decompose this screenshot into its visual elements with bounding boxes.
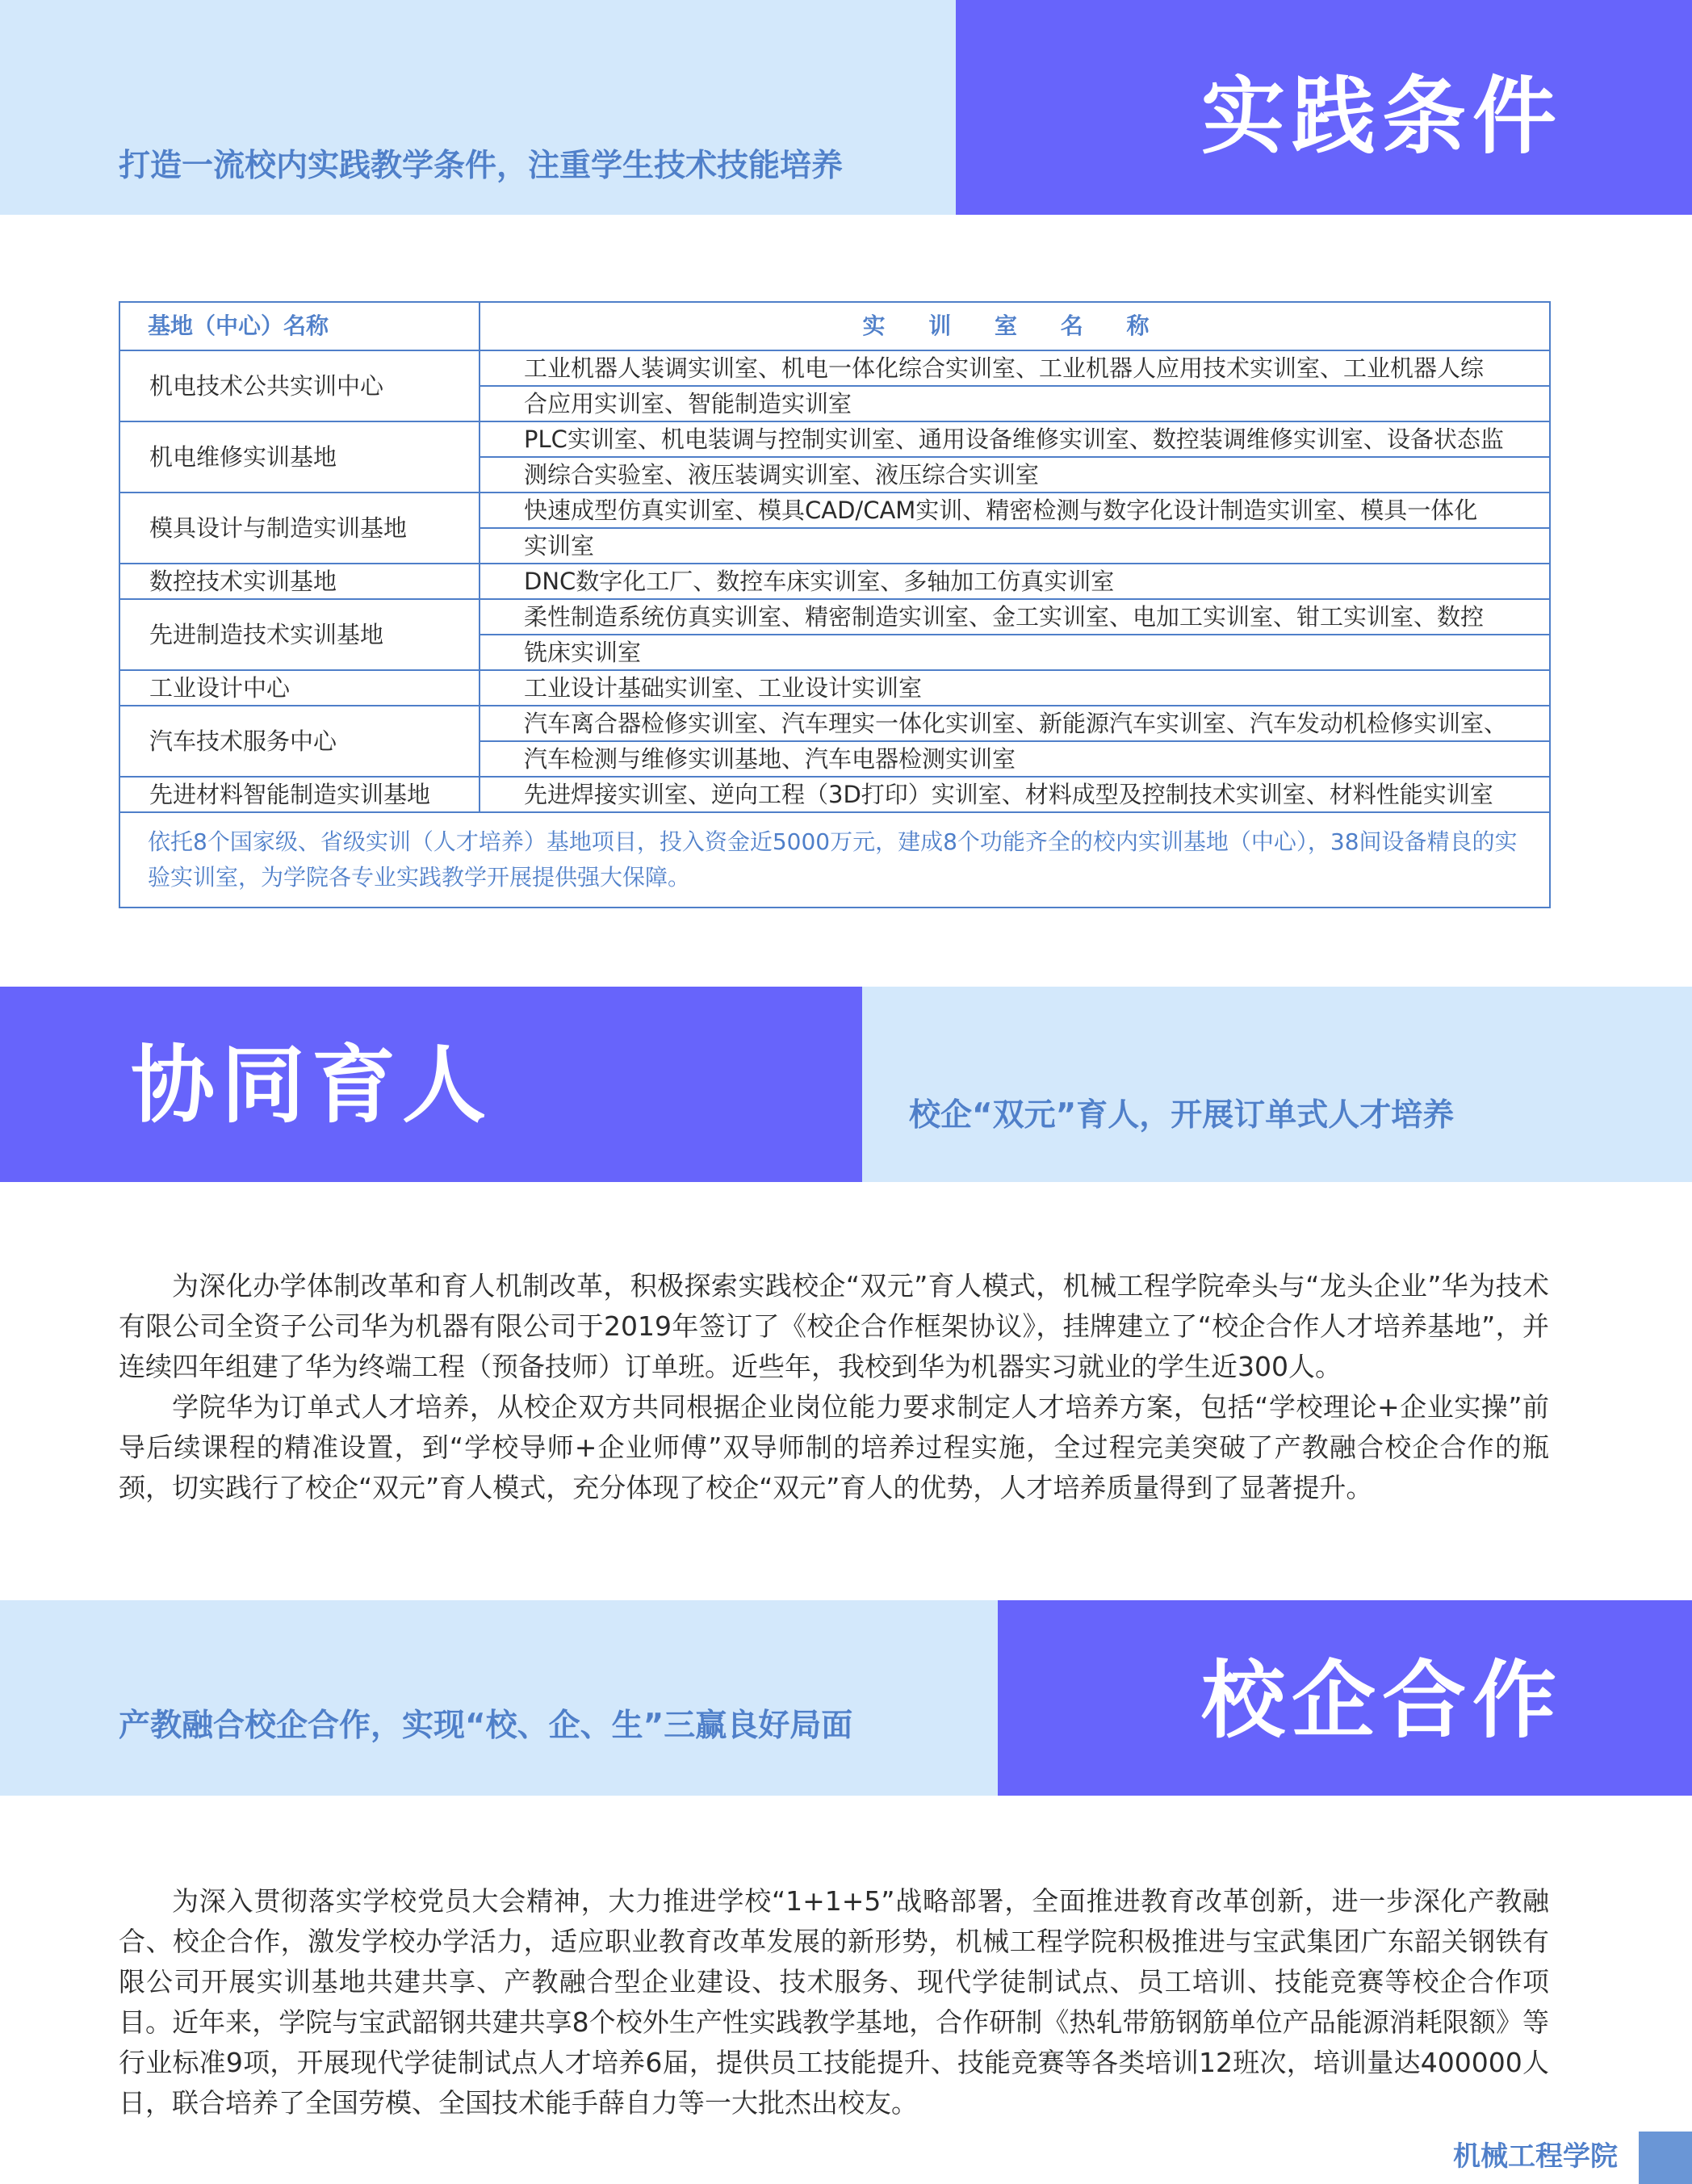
room-name-cell: 快速成型仿真实训室、模具CAD/CAM实训、精密检测与数字化设计制造实训室、模具一体化 <box>480 493 1550 528</box>
table-row <box>119 777 1550 812</box>
section2-subtitle-band <box>862 987 1692 1182</box>
room-name-cell: 实训室 <box>480 528 1550 564</box>
base-name-cell: 工业设计中心 <box>119 670 480 706</box>
room-name-cell: 柔性制造系统仿真实训室、精密制造实训室、金工实训室、电加工实训室、钳工实训室、数控 <box>480 599 1550 635</box>
room-name-cell: 汽车检测与维修实训基地、汽车电器检测实训室 <box>480 741 1550 777</box>
section3-body <box>119 1881 1549 2123</box>
section2-subtitle: 校企“双元”育人，开展订单式人才培养 <box>909 1097 1455 1134</box>
table-row <box>119 706 1550 741</box>
base-name-cell: 数控技术实训基地 <box>119 564 480 599</box>
room-name-cell: DNC数字化工厂、数控车床实训室、多轴加工仿真实训室 <box>480 564 1550 599</box>
room-name-cell: 汽车离合器检修实训室、汽车理实一体化实训室、新能源汽车实训室、汽车发动机检修实训室、 <box>480 706 1550 741</box>
footer-accent-block <box>1639 2132 1692 2184</box>
section3-subtitle-band <box>0 1600 998 1796</box>
table-header-row <box>119 302 1550 350</box>
room-name-cell: PLC实训室、机电装调与控制实训室、通用设备维修实训室、数控装调维修实训室、设备状态监 <box>480 421 1550 457</box>
section1-title: 实践条件 <box>1201 67 1564 166</box>
table-row <box>119 493 1550 528</box>
table-row <box>119 564 1550 599</box>
header-room-name: 实 训 室 名 称 <box>480 302 1550 350</box>
section2-paragraph: 为深化办学体制改革和育人机制改革，积极探索实践校企“双元”育人模式，机械工程学院牵头与“龙头企业”华为技术有限公司全资子公司华为机器有限公司于2019年签订了《校企合作框架协议》，挂牌建立了“校企合作人才培养基地”，并连续四年组建了华为终端工程（预备技师）订单班。近些年，我校到华为机器实习就业的学生近300人。 <box>119 1270 1549 1382</box>
room-name-cell: 工业机器人装调实训室、机电一体化综合实训室、工业机器人应用技术实训室、工业机器人综 <box>480 350 1550 386</box>
section1-subtitle: 打造一流校内实践教学条件，注重学生技术技能培养 <box>119 148 844 184</box>
room-name-cell: 工业设计基础实训室、工业设计实训室 <box>480 670 1550 706</box>
header-base-name: 基地（中心）名称 <box>119 302 480 350</box>
section3-subtitle: 产教融合校企合作，实现“校、企、生”三赢良好局面 <box>119 1708 853 1744</box>
table-row <box>119 599 1550 635</box>
room-name-cell: 测综合实验室、液压装调实训室、液压综合实训室 <box>480 457 1550 493</box>
room-name-cell: 铣床实训室 <box>480 635 1550 670</box>
table-row <box>119 350 1550 386</box>
section3-paragraph: 为深入贯彻落实学校党员大会精神，大力推进学校“1+1+5”战略部署，全面推进教育改革创新，进一步深化产教融合、校企合作，激发学校办学活力，适应职业教育改革发展的新形势，机械工程学院积极推进与宝武集团广东韶关钢铁有限公司开展实训基地共建共享、产教融合型企业建设、技术服务、现代学徒制试点、员工培训、技能竞赛等校企合作项目。近年来，学院与宝武韶钢共建共享8个校外生产性实践教学基地，合作研制《热轧带筋钢筋单位产品能源消耗限额》等行业标准9项，开展现代学徒制试点人才培养6届，提供员工技能提升、技能竞赛等各类培训12班次，培训量达400000人日，联合培养了全国劳模、全国技术能手薛自力等一大批杰出校友。 <box>119 1885 1549 2119</box>
room-name-cell: 合应用实训室、智能制造实训室 <box>480 386 1550 421</box>
section2-paragraph: 学院华为订单式人才培养，从校企双方共同根据企业岗位能力要求制定人才培养方案，包括“学校理论+企业实操”前导后续课程的精准设置，到“学校导师+企业师傅”双导师制的培养过程实施，全过程完美突破了产教融合校企合作的瓶颈，切实践行了校企“双元”育人模式，充分体现了校企“双元”育人的优势，人才培养质量得到了显著提升。 <box>119 1391 1549 1503</box>
table-note: 依托8个国家级、省级实训（人才培养）基地项目，投入资金近5000万元，建成8个功能齐全的校内实训基地（中心），38间设备精良的实验实训室，为学院各专业实践教学开展提供强大保障。 <box>119 812 1550 908</box>
base-name-cell: 先进材料智能制造实训基地 <box>119 777 480 812</box>
base-name-cell: 模具设计与制造实训基地 <box>119 493 480 564</box>
table-row <box>119 421 1550 457</box>
section2-title: 协同育人 <box>131 1036 493 1134</box>
training-table <box>119 301 1551 908</box>
base-name-cell: 汽车技术服务中心 <box>119 706 480 777</box>
table-note-row <box>119 812 1550 908</box>
base-name-cell: 先进制造技术实训基地 <box>119 599 480 670</box>
section3-title: 校企合作 <box>1201 1651 1564 1750</box>
section2-body <box>119 1266 1549 1508</box>
room-name-cell: 先进焊接实训室、逆向工程（3D打印）实训室、材料成型及控制技术实训室、材料性能实训室 <box>480 777 1550 812</box>
base-name-cell: 机电维修实训基地 <box>119 421 480 493</box>
footer-college-name: 机械工程学院 <box>1453 2140 1618 2173</box>
base-name-cell: 机电技术公共实训中心 <box>119 350 480 421</box>
table-row <box>119 670 1550 706</box>
